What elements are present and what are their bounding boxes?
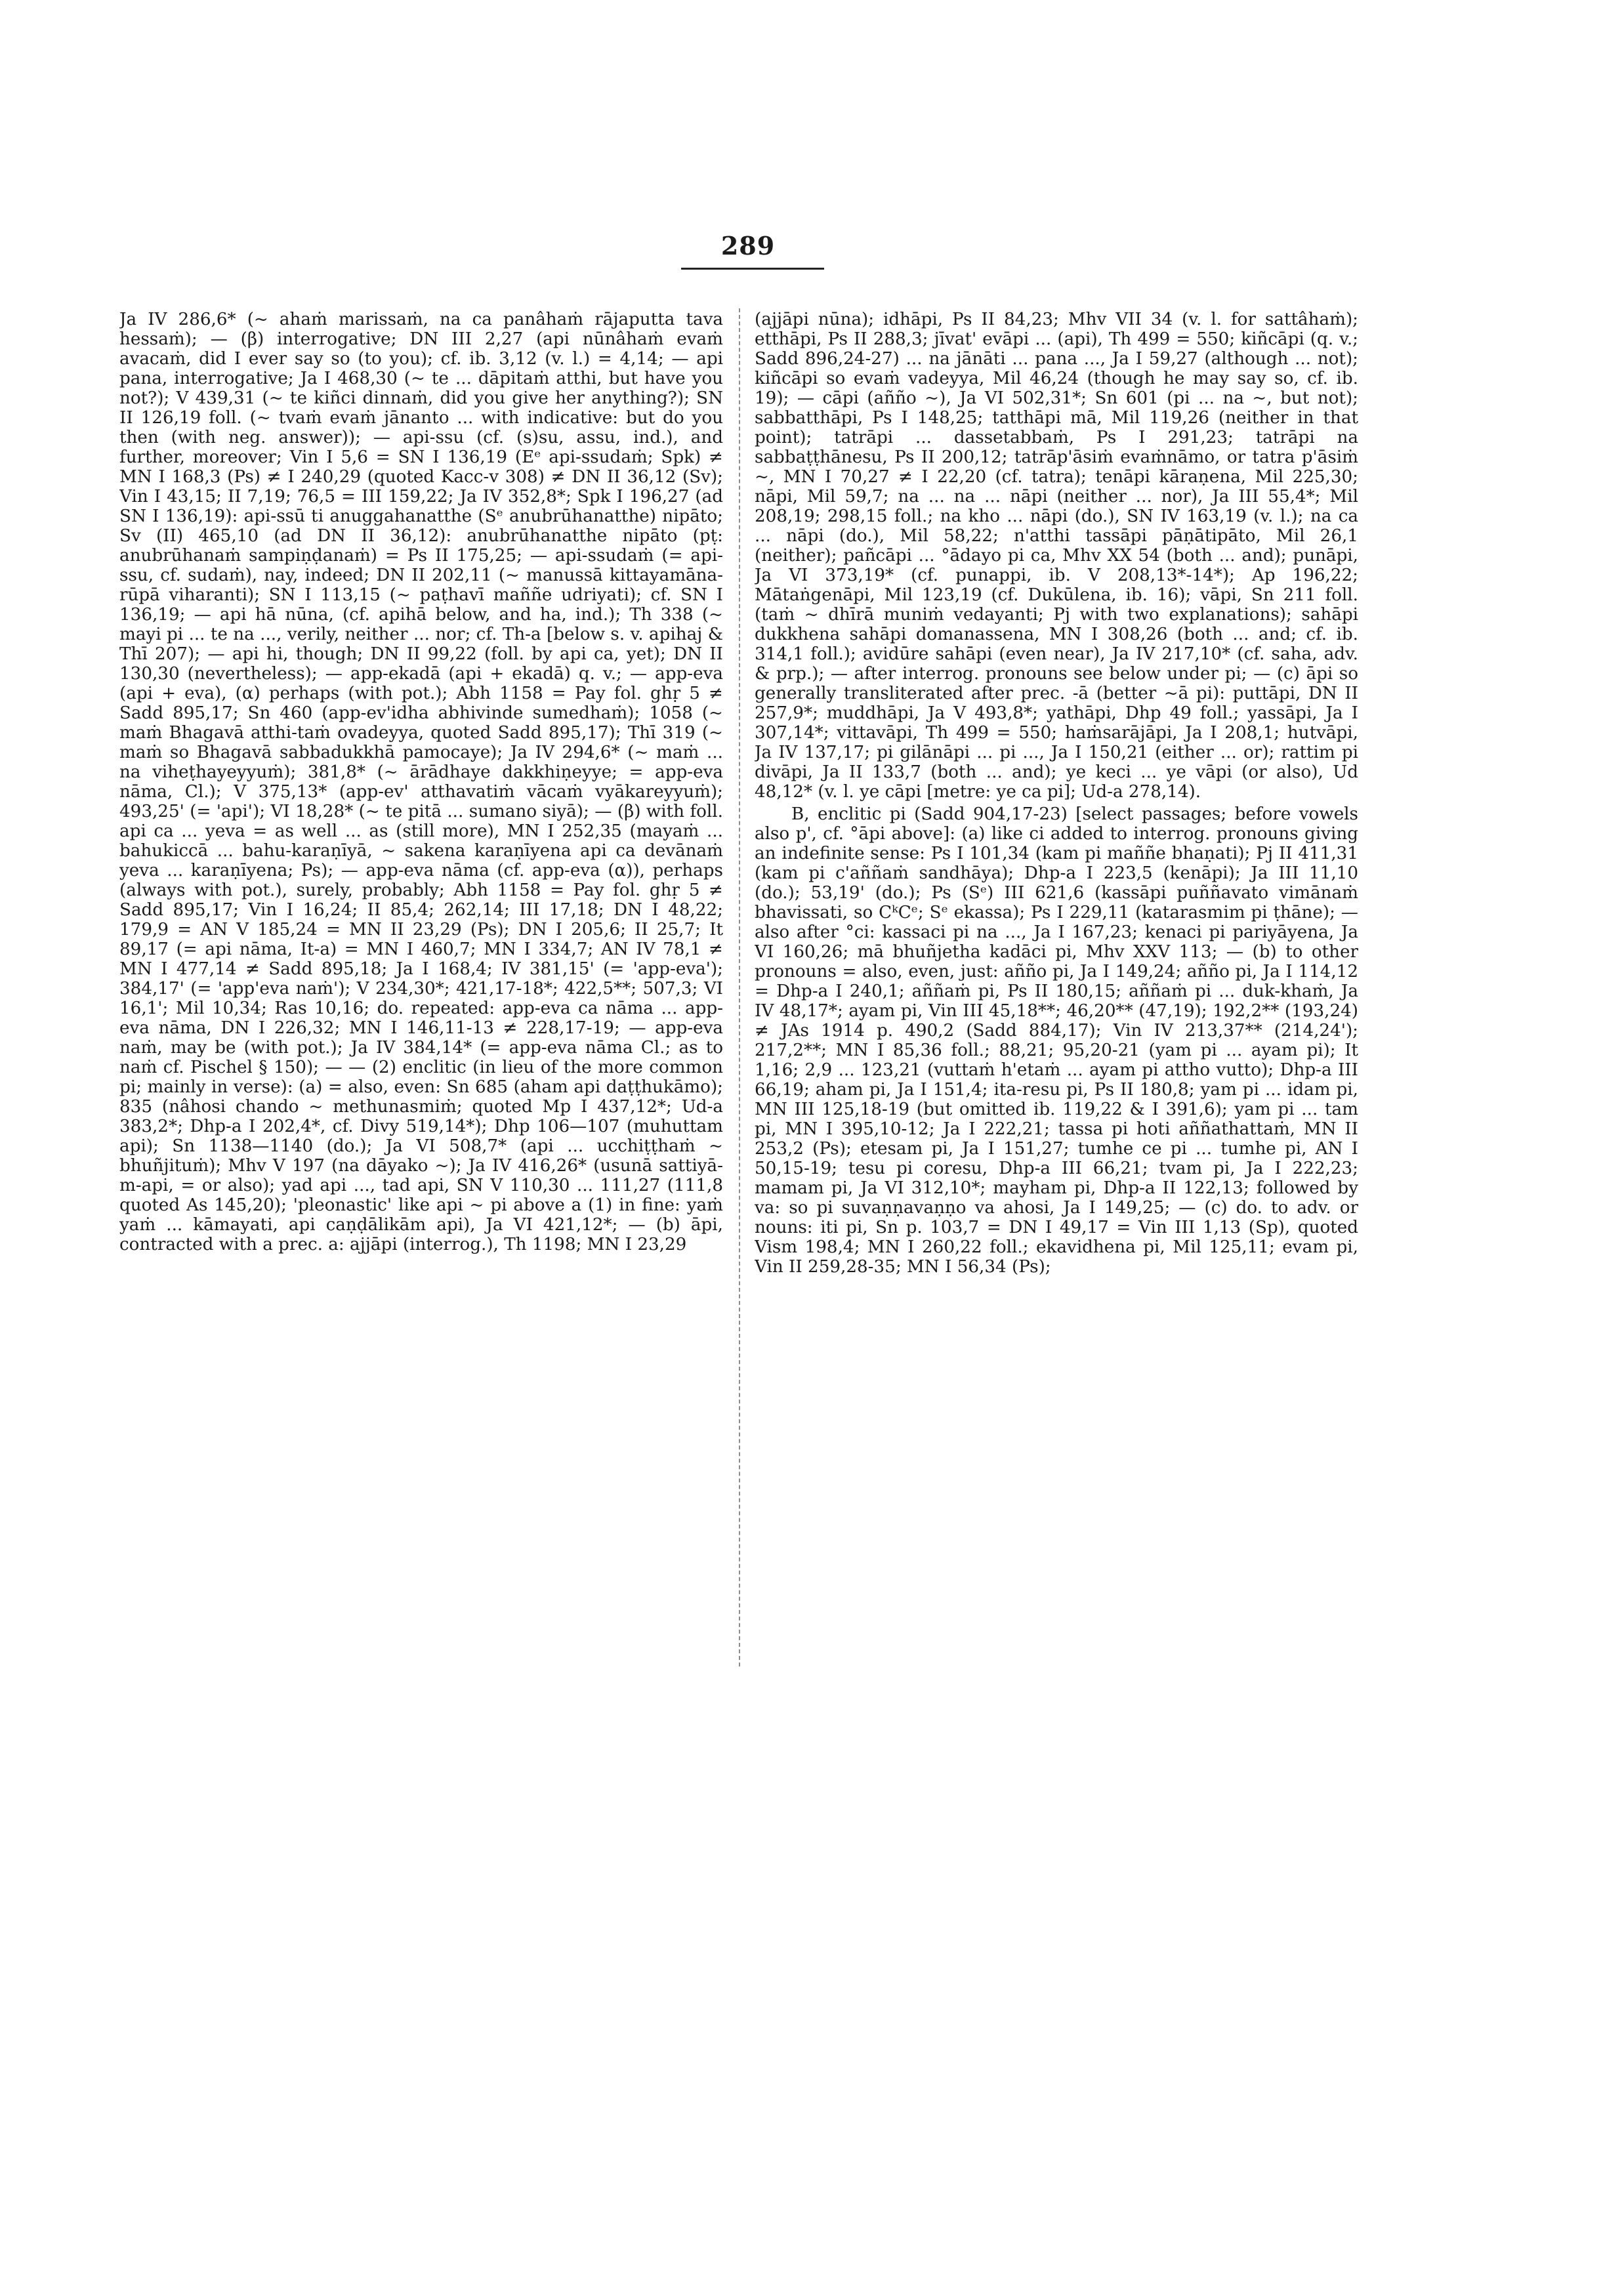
right-column-paragraph-1: (ajjāpi nūna); idhāpi, Ps II 84,23; Mhv VII 34 (v. l. for sattâhaṁ); etthāpi, Ps II 288,3; jīvat' evāpi ... (api), Th 499 = 550; kiñcāpi (q. v.; Sadd 896,24-27) ... na jānāti ... pana ..., Ja I 59,27 (although ... not); kiñcāpi so evaṁ vadeyya, Mil 46,24 (though he may say so, cf. ib. 19); — cāpi (añño ~), Ja VI 502,31*; Sn 601 (pi ... na ~, but not); sabbatthāpi, Ps I 148,25; tatthāpi mā, Mil 119,26 (neither in that point); tatrāpi ... dassetabbaṁ, Ps I 291,23; tatrāpi na sabbaṭṭhānesu, Ps II 200,12; tatrāp'āsiṁ evaṁnāmo, or tatra p'āsiṁ ~, MN I 70,27 ≠ I 22,20 (cf. tatra); tenāpi kāraṇena, Mil 225,30; nāpi, Mil 59,7; na ... na ... nāpi (neither ... nor), Ja III 55,4*; Mil 208,19; 298,15 foll.; na kho ... nāpi (do.), SN IV 163,19 (v. l.); na ca ... nāpi (do.), Mil 58,22; n'atthi tassāpi pāṇātipāto, Mil 26,1 (neither); pañcāpi ... °ādayo pi ca, Mhv XX 54 (both ... and); punāpi, Ja VI 373,19* (cf. punappi, ib. V 208,13*-14*); Ap 196,22; Mātaṅgenāpi, Mil 123,19 (cf. Dukūlena, ib. 16); vāpi, Sn 211 foll. (taṁ ~ dhīrā muniṁ vedayanti; Pj with two explanations); sahāpi dukkhena sahāpi domanassena, MN I 308,26 (both ... and; cf. ib. 314,1 foll.); avidūre sahāpi (even near), Ja IV 217,10* (cf. saha, adv. & prp.); — after interrog. pronouns see below under pi; — (c) āpi so generally transliterated after prec. -ā (better ~ā pi): puttāpi, DN II 257,9*; muddhāpi, Ja V 493,8*; yathāpi, Dhp 49 foll.; yassāpi, Ja I 307,14*; vittavāpi, Th 499 = 550; haṁsarājāpi, Ja I 208,1; hutvāpi, Ja IV 137,17; pi gilānāpi ... pi ..., Ja I 150,21 (either ... or); rattim pi divāpi, Ja II 133,7 (both ... and); ye keci ... ye vāpi (or also), Ud 48,12* (v. l. ye cāpi [metre: ye ca pi]; Ud-a 278,14). xyxy=(755,310,1358,802)
column-divider xyxy=(739,308,740,1666)
page-number: 289 xyxy=(720,231,776,260)
left-column xyxy=(119,310,723,1661)
header-rule xyxy=(681,268,824,270)
right-column-paragraph-2: B, enclitic pi (Sadd 904,17-23) [select passages; before vowels also p', cf. °āpi above]: (a) like ci added to interrog. pronouns giving an indefinite sense: Ps I 101,34 (kam pi maññe bhaṇati); Pj II 411,31 (kam pi c'aññaṁ sandhāya); Dhp-a I 223,5 (kenāpi); Ja III 11,10 (do.); 53,19' (do.); Ps (Sᵉ) III 621,6 (kassāpi puññavato vimānaṁ bhavissati, so CᵏCᵉ; Sᵉ ekassa); Ps I 229,11 (katarasmim pi ṭhāne); — also after °ci: kassaci pi na ..., Ja I 167,23; kenaci pi pariyāyena, Ja VI 160,26; mā bhuñjetha kadāci pi, Mhv XXV 113; — (b) to other pronouns = also, even, just: añño pi, Ja I 149,24; añño pi, Ja I 114,12 = Dhp-a I 240,1; aññaṁ pi, Ps II 180,15; aññaṁ pi ... duk-khaṁ, Ja IV 48,17*; ayam pi, Vin III 45,18**; 46,20** (47,19); 192,2** (193,24) ≠ JAs 1914 p. 490,2 (Sadd 884,17); Vin IV 213,37** (214,24'); 217,2**; MN I 85,36 foll.; 88,21; 95,20-21 (yam pi ... ayam pi); It 1,16; 2,9 ... 123,21 (vuttaṁ h'etaṁ ... ayam pi attho vutto); Dhp-a III 66,19; aham pi, Ja I 151,4; ita-resu pi, Ps II 180,8; yam pi ... idam pi, MN III 125,18-19 (but omitted ib. 119,22 & I 391,6); yam pi ... tam pi, MN I 395,10-12; Ja I 222,21; tassa pi hoti aññathattaṁ, MN II 253,2 (Ps); etesam pi, Ja I 151,27; tumhe ce pi ... tumhe pi, AN I 50,15-19; tesu pi coresu, Dhp-a III 66,21; tvam pi, Ja I 222,23; mamam pi, Ja VI 312,10*; mayham pi, Dhp-a II 122,13; followed by va: so pi suvaṇṇavaṇṇo va ahosi, Ja I 149,25; — (c) do. to adv. or nouns: iti pi, Sn p. 103,7 = DN I 49,17 = Vin III 1,13 (Sp), quoted Vism 198,4; MN I 260,22 foll.; ekavidhena pi, Mil 125,11; evam pi, Vin II 259,28-35; MN I 56,34 (Ps); xyxy=(755,804,1358,1277)
left-column-paragraph-1: Ja IV 286,6* (~ ahaṁ marissaṁ, na ca panâhaṁ rājaputta tava hessaṁ); — (β) interrogative; DN III 2,27 (api nūnâhaṁ evaṁ avacaṁ, did I ever say so (to you); cf. ib. 3,12 (v. l.) = 4,14; — api pana, interrogative; Ja I 468,30 (~ te ... dāpitaṁ atthi, but have you not?); V 439,31 (~ te kiñci dinnaṁ, did you give her anything?); SN II 126,19 foll. (~ tvaṁ evaṁ jānanto ... with indicative: but do you then (with neg. answer)); — api-ssu (cf. (s)su, assu, ind.), and further, moreover; Vin I 5,6 = SN I 136,19 (Eᵉ api-ssudaṁ; Spk) ≠ MN I 168,3 (Ps) ≠ I 240,29 (quoted Kacc-v 308) ≠ DN II 36,12 (Sv); Vin I 43,15; II 7,19; 76,5 = III 159,22; Ja IV 352,8*; Spk I 196,27 (ad SN I 136,19): api-ssū ti anuggahanatthe (Sᵉ anubrūhanatthe) nipāto; Sv (II) 465,10 (ad DN II 36,12): anubrūhanatthe nipāto (pṭ: anubrūhanaṁ sampiṇḍanaṁ) = Ps II 175,25; — api-ssudaṁ (= api-ssu, cf. sudaṁ), nay, indeed; DN II 202,11 (~ manussā kittayamāna-rūpā viharanti); SN I 113,15 (~ paṭhavī maññe udriyati); cf. SN I 136,19; — api hā nūna, (cf. apihā below, and ha, ind.); Th 338 (~ mayi pi ... te na ..., verily, neither ... nor; cf. Th-a [below s. v. apihaj & Thī 207); — api hi, though; DN II 99,22 (foll. by api ca, yet); DN II 130,30 (nevertheless); — app-ekadā (api + ekadā) q. v.; — app-eva (api + eva), (α) perhaps (with pot.); Abh 1158 = Pay fol. ghṛ 5 ≠ Sadd 895,17; Sn 460 (app-ev'idha abhivinde sumedhaṁ); 1058 (~ maṁ Bhagavā atthi-taṁ ovadeyya, quoted Sadd 895,17); Thī 319 (~ maṁ so Bhagavā sabbadukkhā pamocaye); Ja IV 294,6* (~ maṁ ... na viheṭhayeyyuṁ); 381,8* (~ ārādhaye dakkhiṇeyye; = app-eva nāma, Cl.); V 375,13* (app-ev' atthavatiṁ vācaṁ vyākareyyuṁ); 493,25' (= 'api'); VI 18,28* (~ te pitā ... sumano siyā); — (β) with foll. api ca ... yeva = as well ... as (still more), MN I 252,35 (mayaṁ ... bahukiccā ... bahu-karaṇīyā, ~ sakena karaṇīyena api ca devānaṁ yeva ... karaṇīyena; Ps); — app-eva nāma (cf. app-eva (α)), perhaps (always with pot.), surely, probably; Abh 1158 = Pay fol. ghṛ 5 ≠ Sadd 895,17; Vin I 16,24; II 85,4; 262,14; III 17,18; DN I 48,22; 179,9 = AN V 185,24 = MN II 23,29 (Ps); DN I 205,6; II 25,7; It 89,17 (= api nāma, It-a) = MN I 460,7; MN I 334,7; AN IV 78,1 ≠ MN I 477,14 ≠ Sadd 895,18; Ja I 168,4; IV 381,15' (= 'app-eva'); 384,17' (= 'app'eva naṁ'); V 234,30*; 421,17-18*; 422,5**; 507,3; VI 16,1'; Mil 10,34; Ras 10,16; do. repeated: app-eva ca nāma ... app-eva nāma, DN I 226,32; MN I 146,11-13 ≠ 228,17-19; — app-eva naṁ, may be (with pot.); Ja IV 384,14* (= app-eva nāma Cl.; as to naṁ cf. Pischel § 150); — — (2) enclitic (in lieu of the more common pi; mainly in verse): (a) = also, even: Sn 685 (aham api daṭṭhukāmo); 835 (nâhosi chando ~ methunasmiṁ; quoted Mp I 437,12*; Ud-a 383,2*; Dhp-a I 202,4*, cf. Divy 519,14*); Dhp 106—107 (muhuttam api); Sn 1138—1140 (do.); Ja VI 508,7* (api ... ucchiṭṭhaṁ ~ bhuñjituṁ); Mhv V 197 (na dāyako ~); Ja IV 416,26* (usunā sattiyā-m-api, = or also); yad api ..., tad api, SN V 110,30 ... 111,27 (111,8 quoted As 145,20); 'pleonastic' like api ~ pi above a (1) in fine: yaṁ yaṁ ... kāmayati, api caṇḍālikām api), Ja VI 421,12*; — (b) āpi, contracted with a prec. a: ajjāpi (interrog.), Th 1198; MN I 23,29 xyxy=(119,310,723,1254)
right-column xyxy=(755,310,1358,1661)
